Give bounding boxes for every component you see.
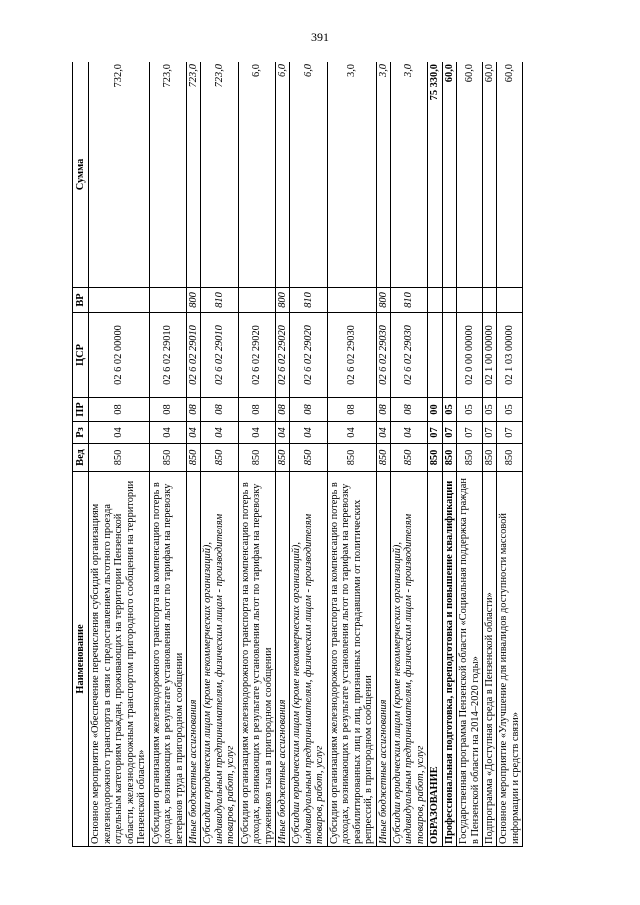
cell-vr (497, 288, 523, 313)
cell-sum: 732,0 (89, 62, 149, 288)
cell-csr: 02 6 02 29020 (290, 313, 327, 398)
cell-csr: 02 6 02 29030 (327, 313, 376, 398)
cell-name: Иные бюджетные ассигнования (276, 472, 290, 847)
cell-vr (149, 288, 186, 313)
cell-pr: 08 (290, 398, 327, 422)
cell-pr: 08 (186, 398, 200, 422)
cell-csr: 02 6 02 29010 (149, 313, 186, 398)
cell-csr: 02 6 02 29020 (276, 313, 290, 398)
cell-rz: 04 (276, 422, 290, 444)
cell-ved: 850 (276, 444, 290, 472)
cell-vr (327, 288, 376, 313)
cell-sum: 723,0 (149, 62, 186, 288)
header-rz: Рз (73, 422, 89, 444)
budget-table (72, 62, 523, 847)
table-row (390, 62, 427, 847)
cell-pr: 08 (390, 398, 427, 422)
cell-name: Субсидии юридическим лицам (кроме некоммерческих организаций), индивидуальным предпринимателям, физическим лицам - производителям товаров, работ, услуг (290, 472, 327, 847)
cell-rz: 04 (376, 422, 390, 444)
cell-vr: 800 (376, 288, 390, 313)
table-row (89, 62, 149, 847)
cell-ved: 850 (483, 444, 497, 472)
cell-ved: 850 (149, 444, 186, 472)
cell-rz: 07 (483, 422, 497, 444)
cell-rz: 04 (89, 422, 149, 444)
table-row (497, 62, 523, 847)
cell-ved: 850 (238, 444, 275, 472)
table-row (276, 62, 290, 847)
cell-sum: 6,0 (290, 62, 327, 288)
cell-name: Государственная программа Пензенской области «Социальная поддержка граждан в Пензенской области на 2014–2020 годы» (457, 472, 483, 847)
cell-sum: 3,0 (390, 62, 427, 288)
cell-rz: 07 (428, 422, 442, 444)
table-row (186, 62, 200, 847)
cell-name: Профессиональная подготовка, переподготовка и повышение квалификации (442, 472, 456, 847)
table-row (376, 62, 390, 847)
cell-pr: 05 (442, 398, 456, 422)
cell-rz: 07 (442, 422, 456, 444)
cell-csr: 02 1 00 00000 (483, 313, 497, 398)
cell-name: Основное мероприятие «Обеспечение перечисления субсидий организациям железнодорожного транспорта в связи с предоставлением льготного проезда отдельным категориям граждан, проживающих на территории Пензенской области, железнодорожным транспортом пригородного сообщения на территории Пензенской области» (89, 472, 149, 847)
cell-name: Основное мероприятие «Улучшение для инвалидов доступности массовой информации и средств связи» (497, 472, 523, 847)
cell-sum: 3,0 (376, 62, 390, 288)
table-row (457, 62, 483, 847)
table-row (442, 62, 456, 847)
header-csr: ЦСР (73, 313, 89, 398)
cell-name: Иные бюджетные ассигнования (376, 472, 390, 847)
cell-vr (483, 288, 497, 313)
header-pr: ПР (73, 398, 89, 422)
cell-rz: 04 (390, 422, 427, 444)
cell-vr: 810 (290, 288, 327, 313)
rotated-table-area (72, 62, 552, 847)
cell-csr: 02 1 03 00000 (497, 313, 523, 398)
cell-ved: 850 (428, 444, 442, 472)
cell-name: Субсидии юридическим лицам (кроме некоммерческих организаций), индивидуальным предпринимателям, физическим лицам - производителям товаров, работ, услуг (390, 472, 427, 847)
cell-sum: 6,0 (276, 62, 290, 288)
cell-sum: 723,0 (201, 62, 238, 288)
table-row (201, 62, 238, 847)
cell-ved: 850 (376, 444, 390, 472)
table-row (483, 62, 497, 847)
cell-pr: 00 (428, 398, 442, 422)
cell-name: Субсидии организациям железнодорожного транспорта на компенсацию потерь в доходах, возникающих в результате установления льгот по тарифам на перевозку реабилитированных лиц и лиц, признанных пострадавшими от политических репрессий, в пригородном сообщении (327, 472, 376, 847)
cell-sum: 3,0 (327, 62, 376, 288)
cell-vr: 800 (186, 288, 200, 313)
cell-name: Субсидии организациям железнодорожного транспорта на компенсацию потерь в доходах, возникающих в результате установления льгот по тарифам на перевозку тружеников тыла в пригородном сообщении (238, 472, 275, 847)
table-header-row (73, 62, 89, 847)
cell-csr: 02 6 02 29020 (238, 313, 275, 398)
cell-csr: 02 6 02 29010 (186, 313, 200, 398)
cell-name: ОБРАЗОВАНИЕ (428, 472, 442, 847)
cell-pr: 08 (327, 398, 376, 422)
cell-vr (89, 288, 149, 313)
cell-ved: 850 (390, 444, 427, 472)
cell-ved: 850 (442, 444, 456, 472)
cell-pr: 05 (497, 398, 523, 422)
cell-ved: 850 (290, 444, 327, 472)
cell-vr: 810 (390, 288, 427, 313)
cell-rz: 04 (327, 422, 376, 444)
table-row (327, 62, 376, 847)
cell-name: Подпрограмма «Доступная среда в Пензенской области» (483, 472, 497, 847)
cell-csr: 02 6 02 29030 (376, 313, 390, 398)
cell-sum: 60,0 (442, 62, 456, 288)
cell-ved: 850 (457, 444, 483, 472)
cell-sum: 60,0 (457, 62, 483, 288)
cell-csr (442, 313, 456, 398)
cell-sum: 723,0 (186, 62, 200, 288)
cell-csr: 02 6 02 29010 (201, 313, 238, 398)
cell-pr: 08 (276, 398, 290, 422)
cell-vr: 800 (276, 288, 290, 313)
cell-name: Субсидии юридическим лицам (кроме некоммерческих организаций), индивидуальным предпринимателям, физическим лицам - производителям товаров, работ, услуг (201, 472, 238, 847)
table-body (89, 62, 523, 847)
cell-csr: 02 6 02 00000 (89, 313, 149, 398)
cell-pr: 05 (457, 398, 483, 422)
table-row (428, 62, 442, 847)
cell-name: Иные бюджетные ассигнования (186, 472, 200, 847)
cell-pr: 08 (89, 398, 149, 422)
header-sum: Сумма (73, 62, 89, 288)
cell-sum: 60,0 (483, 62, 497, 288)
cell-rz: 07 (497, 422, 523, 444)
cell-ved: 850 (497, 444, 523, 472)
cell-pr: 08 (238, 398, 275, 422)
cell-ved: 850 (89, 444, 149, 472)
table-row (290, 62, 327, 847)
header-ved: Вед (73, 444, 89, 472)
cell-name: Субсидии организациям железнодорожного транспорта на компенсацию потерь в доходах, возникающих в результате установления льгот по тарифам на перевозку ветеранов труда в пригородном сообщении (149, 472, 186, 847)
rotated-table-container (72, 62, 552, 847)
cell-csr: 02 6 02 29030 (390, 313, 427, 398)
header-name: Наименование (73, 472, 89, 847)
cell-pr: 08 (376, 398, 390, 422)
page-number: 391 (311, 30, 329, 44)
cell-sum: 60,0 (497, 62, 523, 288)
cell-sum: 75 330,0 (428, 62, 442, 288)
cell-csr: 02 0 00 00000 (457, 313, 483, 398)
cell-ved: 850 (201, 444, 238, 472)
cell-ved: 850 (327, 444, 376, 472)
cell-vr (238, 288, 275, 313)
cell-pr: 05 (483, 398, 497, 422)
cell-rz: 04 (186, 422, 200, 444)
table-row (238, 62, 275, 847)
cell-vr: 810 (201, 288, 238, 313)
cell-rz: 04 (238, 422, 275, 444)
cell-sum: 6,0 (238, 62, 275, 288)
cell-vr (457, 288, 483, 313)
cell-pr: 08 (201, 398, 238, 422)
cell-rz: 04 (201, 422, 238, 444)
cell-pr: 08 (149, 398, 186, 422)
cell-rz: 07 (457, 422, 483, 444)
header-vr: ВР (73, 288, 89, 313)
cell-vr (428, 288, 442, 313)
cell-vr (442, 288, 456, 313)
table-row (149, 62, 186, 847)
cell-rz: 04 (290, 422, 327, 444)
cell-csr (428, 313, 442, 398)
cell-ved: 850 (186, 444, 200, 472)
cell-rz: 04 (149, 422, 186, 444)
